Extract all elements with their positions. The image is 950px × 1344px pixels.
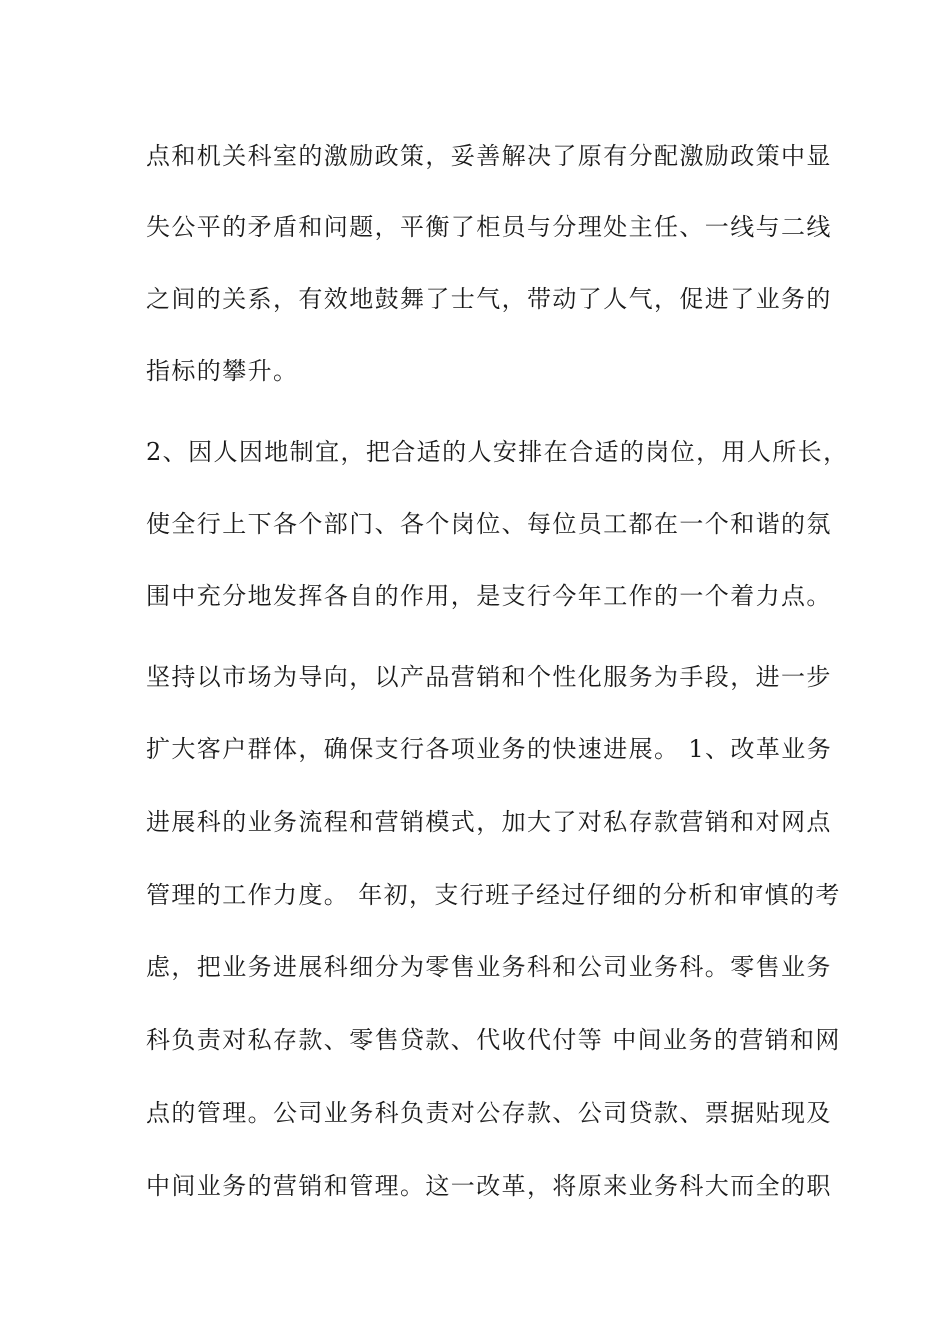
text-line-8: 坚持以市场为导向，以产品营销和个性化服务为手段，进一步: [146, 663, 832, 691]
text-line-7: 围中充分地发挥各自的作用，是支行今年工作的一个着力点。: [146, 582, 832, 610]
text-line-14: 点的管理。公司业务科负责对公存款、公司贷款、票据贴现及: [146, 1099, 832, 1127]
text-line-13: 科负责对私存款、零售贷款、代收代付等 中间业务的营销和网: [146, 1026, 841, 1054]
text-line-10: 进展科的业务流程和营销模式，加大了对私存款营销和对网点: [146, 808, 832, 836]
text-line-9: 扩大客户群体，确保支行各项业务的快速进展。 1、改革业务: [146, 735, 833, 763]
text-line-4: 指标的攀升。: [146, 357, 299, 385]
text-line-5: 2、因人因地制宜，把合适的人安排在合适的岗位，用人所长，: [146, 438, 849, 466]
text-line-12: 虑，把业务进展科细分为零售业务科和公司业务科。零售业务: [146, 953, 832, 981]
text-line-2: 失公平的矛盾和问题，平衡了柜员与分理处主任、一线与二线: [146, 213, 832, 241]
text-line-3: 之间的关系，有效地鼓舞了士气，带动了人气，促进了业务的: [146, 285, 832, 313]
text-line-15: 中间业务的营销和管理。这一改革，将原来业务科大而全的职: [146, 1172, 832, 1200]
text-line-11: 管理的工作力度。 年初，支行班子经过仔细的分析和审慎的考: [146, 881, 841, 909]
text-line-6: 使全行上下各个部门、各个岗位、每位员工都在一个和谐的氛: [146, 510, 832, 538]
text-line-1: 点和机关科室的激励政策，妥善解决了原有分配激励政策中显: [146, 142, 832, 170]
